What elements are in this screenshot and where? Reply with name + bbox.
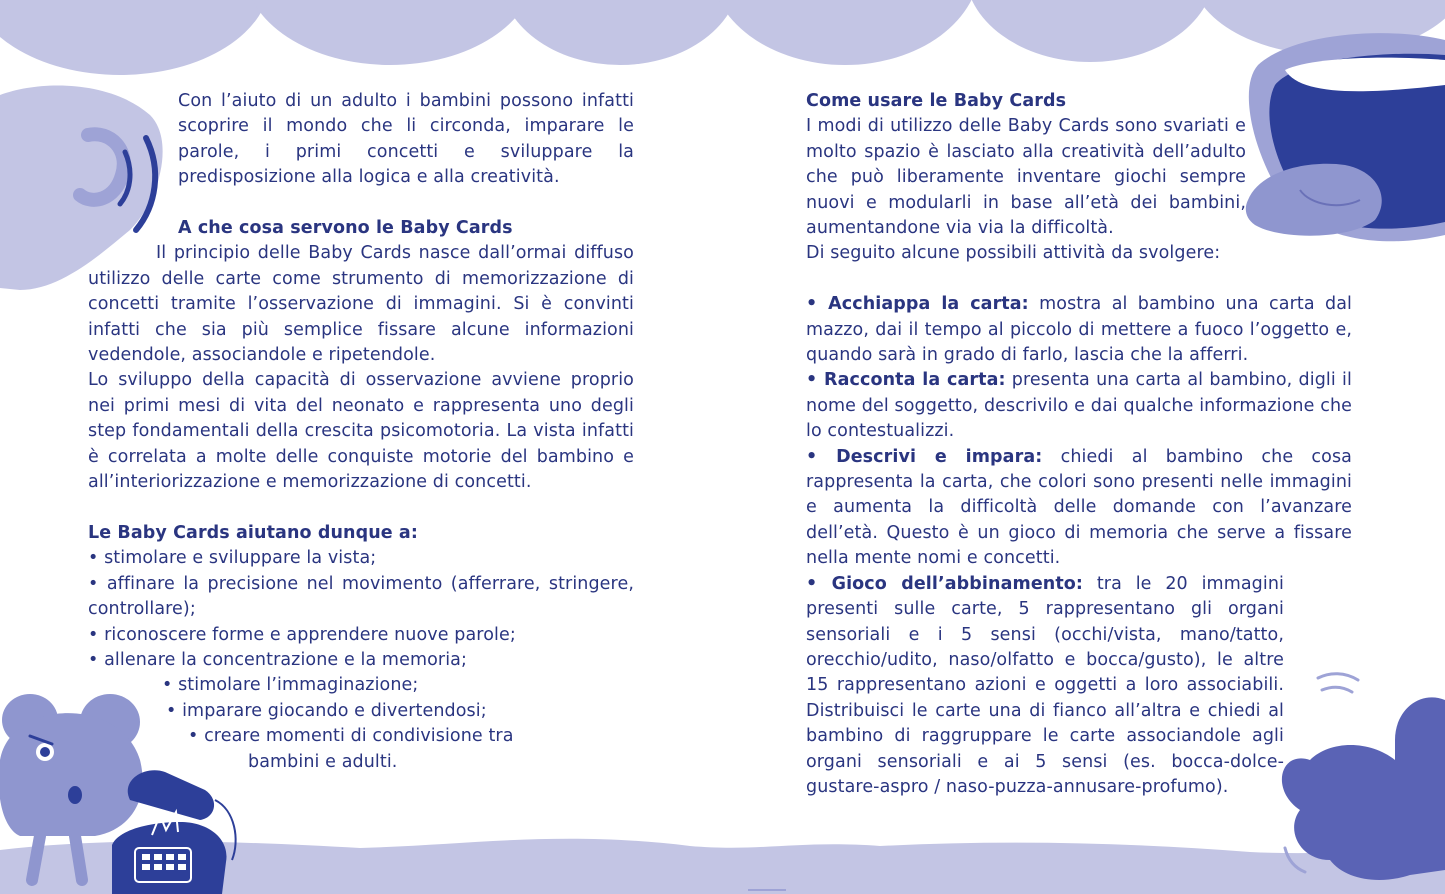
body-paragraph: I modi di utilizzo delle Baby Cards sono svariati e molto spazio è lasciato alla creatività dell’adulto che può liberamente inventare giochi sempre nuovi e modularli in base all’età dei bambini, aumentandone via via la difficoltà. [806, 116, 1246, 239]
activity-name: • Racconta la carta: [806, 370, 1006, 391]
top-scallop-border [0, 0, 1445, 75]
list-item: • stimolare l’immaginazione; [162, 675, 419, 696]
body-paragraph: Lo sviluppo della capacità di osservazione avviene proprio nei primi mesi di vita del neonato e rappresenta uno degli step fondamentali della crescita psicomotoria. La vista infatti è correlata a molte delle conquiste motorie del bambino e all’interiorizzazione e memorizzazione di concetti. [88, 370, 634, 493]
activity-item [806, 292, 1352, 368]
list-item: • stimolare e sviluppare la vista; [88, 548, 377, 569]
activity-text: tra le 20 immagini presenti sulle carte, 5 rappresentano gli organi sensoriali e i 5 sensi (occhi/vista, mano/tatto, orecchio/udito, naso/olfatto e bocca/gusto), le altre 15 rappresentano azioni e oggetti a loro associabili. Distribuisci le carte una di fianco all’altra e chiedi al bambino di raggruppare le carte associandole agli organi sensoriali e ai 5 sensi (es. bocca-dolce-gustare-aspro / naso-puzza-annusare-profumo). [806, 573, 1284, 797]
activity-item [806, 445, 1352, 572]
telephone-icon [112, 770, 236, 894]
list-item: • imparare giocando e divertendosi; [166, 700, 487, 721]
section-heading: Le Baby Cards aiutano dunque a: [88, 522, 418, 543]
body-paragraph: Il principio delle Baby Cards nasce dall’ormai diffuso utilizzo delle carte come strumento di memorizzazione di concetti tramite l’osservazione di immagini. Si è convinti infatti che sia più semplice fissare alcune informazioni vedendole, associandole e ripetendole. [88, 243, 634, 366]
section-heading: A che cosa servono le Baby Cards [178, 218, 513, 239]
list-item: bambini e adulti. [248, 751, 398, 772]
activity-item [806, 572, 1284, 801]
activity-item [806, 368, 1352, 444]
left-page-text [88, 89, 634, 775]
activity-name: • Descrivi e impara: [806, 446, 1043, 467]
section-heading: Come usare le Baby Cards [806, 91, 1067, 111]
activity-text: mostra al bambino una carta dal mazzo, dai il tempo al piccolo di mettere a fuoco l’oggetto e, quando sarà in grado di farlo, lascia che la afferri. [806, 294, 1352, 366]
right-page-text [806, 89, 1352, 800]
activity-name: • Gioco dell’abbinamento: [806, 573, 1084, 594]
activity-name: • Acchiappa la carta: [806, 294, 1029, 315]
list-item: • riconoscere forme e apprendere nuove parole; [88, 624, 516, 645]
body-paragraph: Di seguito alcune possibili attività da svolgere: [806, 243, 1221, 264]
activity-text: presenta una carta al bambino, digli il nome del soggetto, descrivilo e dai qualche informazione che lo contestualizzi. [806, 370, 1352, 442]
list-item: • affinare la precisione nel movimento (afferrare, stringere, controllare); [88, 573, 634, 620]
intro-paragraph: Con l’aiuto di un adulto i bambini possono infatti scoprire il mondo che li circonda, imparare le parole, i primi concetti e sviluppare la predisposizione alla logica e alla creatività. [178, 91, 634, 188]
list-item: • allenare la concentrazione e la memoria; [88, 649, 467, 670]
list-item: • creare momenti di condivisione tra [188, 726, 514, 747]
activity-text: chiedi al bambino che cosa rappresenta la carta, che colori sono presenti nelle immagini e aumenta la difficoltà delle domande con l’avanzare dell’età. Questo è un gioco di memoria che serve a fissare nella mente nomi e concetti. [806, 446, 1353, 569]
